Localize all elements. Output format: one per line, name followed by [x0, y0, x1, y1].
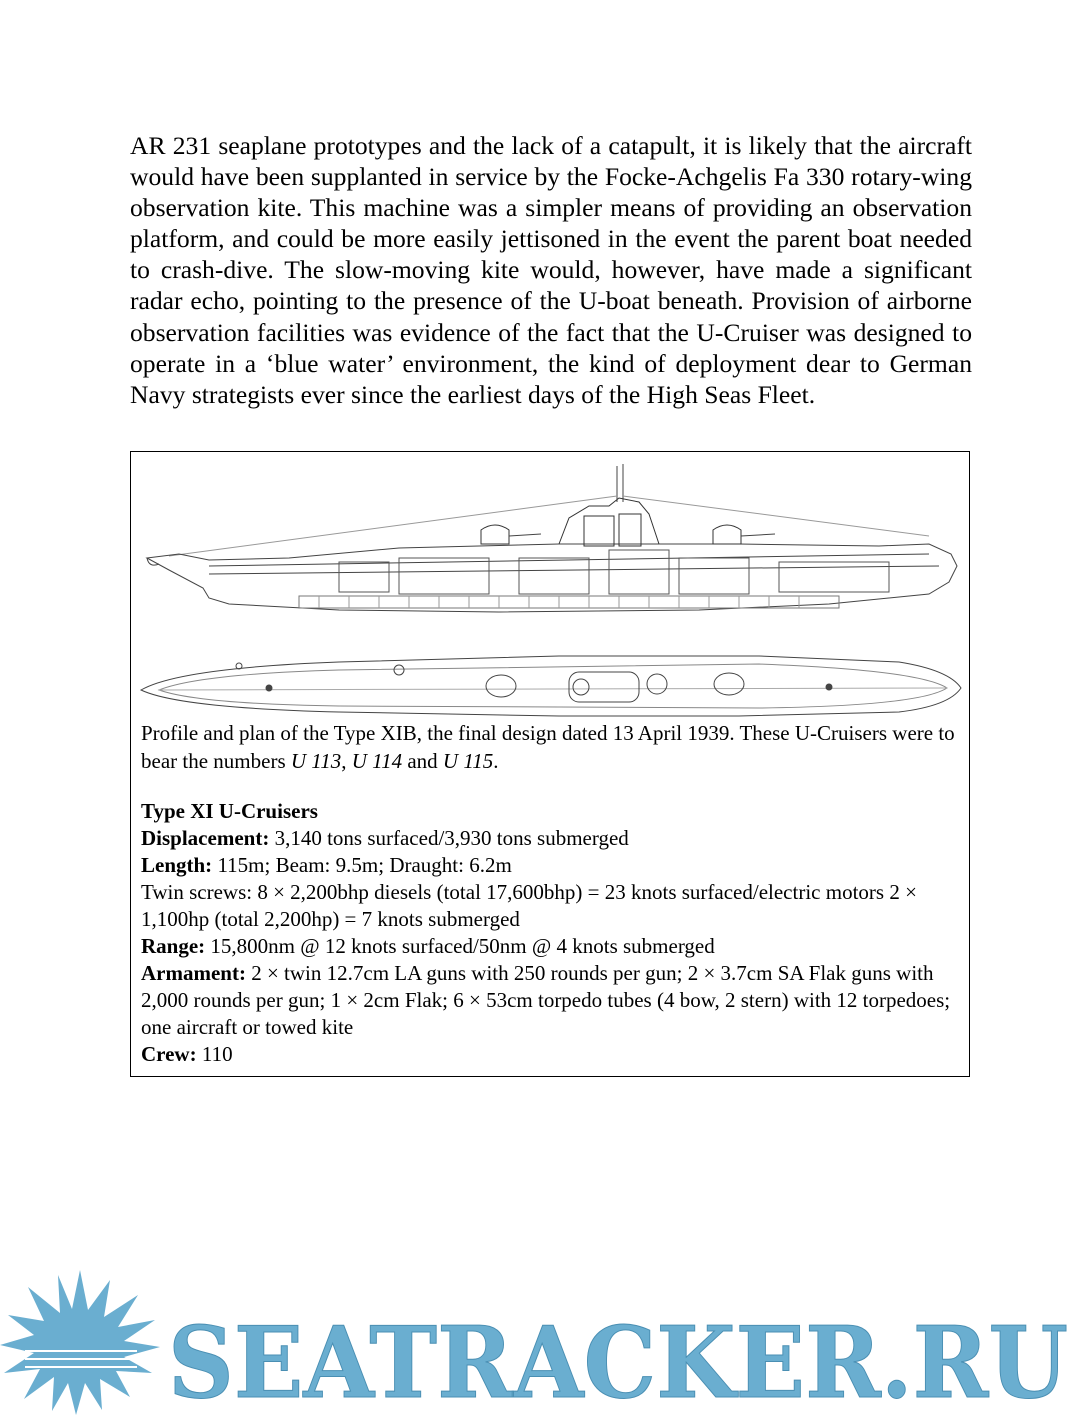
spec-displacement: Displacement: 3,140 tons surfaced/3,930 tons submerged [141, 826, 629, 850]
watermark-text: SEATRACKER.RU [168, 1306, 1068, 1421]
spec-list [141, 798, 963, 1068]
spec-propulsion: Twin screws: 8 × 2,200bhp diesels (total 17,600bhp) = 23 knots surfaced/electric motors 2 × 1,100hp (total 2,200hp) = 7 knots submerged [141, 880, 917, 931]
spec-range: Range: 15,800nm @ 12 knots surfaced/50nm @ 4 knots submerged [141, 934, 715, 958]
watermark-logo [0, 1265, 1080, 1425]
submarine-drawing [139, 458, 963, 720]
boat-number: U 114 [351, 748, 403, 773]
spec-heading: Type XI U-Cruisers [141, 799, 318, 823]
spec-armament: Armament: 2 × twin 12.7cm LA guns with 250 rounds per gun; 2 × 3.7cm SA Flak guns with 2,000 rounds per gun; 1 × 2cm Flak; 6 × 53cm torpedo tubes (4 bow, 2 stern) with 12 torpedoes; one aircraft or towed kite [141, 961, 951, 1039]
submarine-profile [147, 464, 957, 612]
boat-number: U 115 [442, 748, 494, 773]
figure-caption: Profile and plan of the Type XIB, the final design dated 13 April 1939. These U-Cruisers were to bear the numbers U 113, U 114 and U 115. [141, 721, 955, 773]
sun-icon [0, 1270, 160, 1415]
boat-number: U 113 [290, 748, 342, 773]
spec-length: Length: 115m; Beam: 9.5m; Draught: 6.2m [141, 853, 512, 877]
submarine-plan [141, 656, 961, 716]
body-paragraph: AR 231 seaplane prototypes and the lack of a catapult, it is likely that the aircraft would have been supplanted in service by the Focke-Achgelis Fa 330 rotary-wing observation kite. This machine was a simpler means of providing an observation platform, and could be more easily jettisoned in the event the parent boat needed to crash-dive. The slow-moving kite would, however, have made a significant radar echo, pointing to the presence of the U-boat beneath. Provision of airborne observation facilities was evidence of the fact that the U-Cruiser was designed to operate in a ‘blue water’ environment, the kind of deployment dear to German Navy strategists ever since the earliest days of the High Seas Fleet. [130, 131, 972, 409]
figure-box [130, 451, 970, 1077]
spec-crew: Crew: 110 [141, 1042, 233, 1066]
